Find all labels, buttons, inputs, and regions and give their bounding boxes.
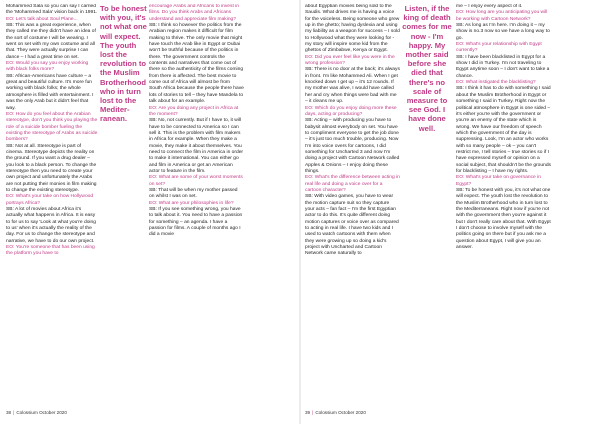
interview-answer: SB: To be honest with you, it's not what one will expect. The youth lost the revolution to the Muslim Brotherhood who in turn lost to the Mediterraneans. Right now if you're not with the government then you're against it but I don't really care about that. With Egypt I don't choose to involve myself with the politics going on there but if you ask me a question about Egypt, I will give you an answer.: [456, 187, 551, 251]
interview-question: EO: Let's talk about Soul Plane...: [6, 16, 78, 22]
left-page-pull-quote: [100, 4, 150, 404]
interview-question: EO: How long are you anticipating you will be working with Cartoon Network?: [456, 10, 548, 22]
interview-answer: me – I enjoy every aspect of it.: [456, 4, 523, 9]
interview-question: EO: Are you doing any project in Africa at the moment?: [149, 105, 239, 117]
left-page-column-1: [6, 4, 98, 404]
interview-answer: SB: I think it has to do with something I said about the Muslim Brotherhood in Egypt or something I said in Turkey. Right now the political atmosphere in Egypt is one sided – it's either you're with the government or you're an enemy of the state which is wrong. We have our freedom of speech which the government of the day is suppressing. Look, I'm an actor who works with so many people – ok – you can't restrict me, I tell stories – true stories so if I have expressed myself or opinion on a social subject, that shouldn't be the grounds for blacklisting – I have my rights.: [456, 86, 552, 174]
interview-answer: SB: There is no door at the back; it's always in front. I'm like Mohammed Ali. When I get knocked down I get up – it's 12 rounds. If my mother was alive, I would have called her and cry when things were bad with me – it cleans me up.: [305, 67, 400, 105]
interview-question: EO: How do you feel about the Arabian stereotype, don't you think you playing the role of a suicide bomber fueling the existing the stereotype of Arabs as suicide bombers?: [6, 111, 98, 143]
interview-answer: SB: If you see something wrong, you have to talk about it. You need to have a passion for something – an agenda. I have a passion for films. A couple of months ago I did a movie: [149, 207, 243, 238]
interview-question: EO: Would you say you enjoy working with black folks more?: [6, 61, 89, 73]
interview-question: EO: What instigated the blacklisting?: [456, 80, 536, 86]
interview-question: EO: What are some of your worst moments on set?: [149, 175, 243, 187]
interview-answer: about Egyptian movies being sold to the Saudis. What drives me is having a voice for the voiceless. Being someone who grew up in the ghetto; having dyslexia and using my liability as a weapon for success – I sold to Hollywood what they were looking for - my story will inspire some kid from the ghettos of Zimbabwe, Kenya or Egypt.: [305, 4, 400, 54]
issue-date: October 2020: [39, 410, 67, 415]
page-number: 39: [305, 410, 311, 415]
interview-answer: SB: With video games, you have to wear the motion capture suit so they capture your acts – fan fact – I'm the first Egyptian actor to do this. It's quite different doing motion captures or voice over as compared to acting in real life. I have two kids and I used to watch cartoons with them when they were growing up so doing a kid's project with Uncharted and Cartoon Network came naturally to: [305, 194, 399, 257]
pull-quote-text: To be honest with you, it's not what one will expect. The youth lost the revolution to the Muslim Brotherhood who in turn lost to the Mediter-: [100, 4, 147, 115]
issue-date: October 2020: [338, 410, 366, 415]
interview-answer: SB: Acting – with producing you have to babysit almost everybody on set. You have to compliment everyone to get the job done – it's just too much trouble, producing. Now I'm into voice overs for cartoons, I did something for Uncharted 3 and now I'm doing a project with Cartoon Network called Apples & Onions – I enjoy doing these things.: [305, 118, 400, 174]
page-gutter: [299, 0, 301, 424]
interview-answer: SB: Not at all. Stereotype is part of cinema. Stereotype depicts the reality on the ground. If you want a drug dealer – you look to a black person. To change the stereotype then you need to create your own project and unfortunately the Arabs are not putting their monies in film making to change the existing stereotype.: [6, 143, 97, 193]
pull-quote-text: Listen, if the king of death comes for me now - I'm happy. My mother said before she died that there's no scale of measure to see God. I have done well.: [402, 4, 452, 133]
interview-question: EO: What's the difference between acting in real life and doing a voice over for a cartoon character?: [305, 175, 400, 193]
interview-question: EO: What's your take on how Hollywood portrays Africa?: [6, 194, 94, 206]
interview-question: EO: Did you ever feel like you were in the wrong profession?: [305, 54, 395, 67]
interview-question: EO: What's your relationship with Egypt currently?: [456, 42, 542, 54]
interview-answer: SB: A lot of movies about Africa it's actually what happens in Africa. It is easy to for us to say 'Look at what you're doing to us' when it's actually the reality of the day. For us to change the stereotype and narrative, we have to do our own project.: [6, 207, 96, 244]
interview-question: EO: Which do you enjoy doing more these days, acting or producing?: [305, 105, 397, 117]
right-page-footer: 39 | Colossium October 2020: [305, 410, 366, 415]
pull-quote-text-end: ranean.: [100, 114, 128, 124]
magazine-name: Colossium: [16, 410, 38, 415]
interview-answer: SB: I think so however the politics from the Arabian region makes it difficult for film making to thrive. The only movie that might have touch the Arab like in Egypt or Dubai won't be truthful because of the politics in there. The government controls the contents and narratives that come out of there so the authenticity of the films coming from there is affected. The best movie to come out of Africa will almost be from South Africa because the people there have lots of stories to tell – they have Mandela to talk about for an example.: [149, 23, 244, 105]
left-page-footer: 38 | Colossium October 2020: [6, 410, 67, 415]
interview-question: EO: What's your take on governance in Egypt?: [456, 175, 541, 187]
interview-question: encourage Arabs and Africans to invest in films. Do you think Arabs and Africans understand and appreciate film making?: [149, 4, 239, 22]
magazine-name: Colossium: [315, 410, 337, 415]
interview-question: EO: What are your philosophies in life?: [149, 200, 234, 206]
interview-answer: Mohammed Sala so you can say I carried the 'Mohammed Sala' vision back in 1991.: [6, 4, 98, 16]
interview-answer: SB: No, not currently. But if I have to, it will have to be connected to America so I can sell it. This is the problem with film makers in Africa for example. When they make a movie, they make it about themselves. You need to connect the film in America in order to make it international. You can either go and film in America or get an American actor to feature in the film.: [149, 118, 244, 174]
interview-question: EO: You're someone that has been using the platform you have to: [6, 245, 95, 257]
right-page-pull-quote: [402, 4, 452, 404]
page-number: 38: [6, 410, 12, 415]
interview-answer: SB: That will be when my mother passed on whilst I was on set.: [149, 187, 238, 200]
interview-answer: SB: African-Americans have culture – a great and beautiful culture. It's more fun working with black folks; the whole atmosphere is filled with entertainment. I was the only Arab but it didn't feel that way.: [6, 73, 94, 111]
interview-answer: SB: As long as I'm here. I'm doing it – my show is no.3 now so we have a long way to go.: [456, 23, 550, 41]
right-page-column-1: [305, 4, 400, 404]
left-page-column-2: [149, 4, 244, 404]
interview-answer: SB: This was a great experience, when they called me they didn't have an idea of the sort of costume I will be wearing. I went on set with my own costume and all that. They were actually surprise I can dance – I had a great time on set.: [6, 23, 96, 60]
right-page-column-2: [456, 4, 552, 404]
interview-answer: SB: I have been blacklisted in Egypt for a show I did in Turkey. I'm not traveling to Egypt anytime soon – I don't want to take a chance.: [456, 54, 550, 79]
